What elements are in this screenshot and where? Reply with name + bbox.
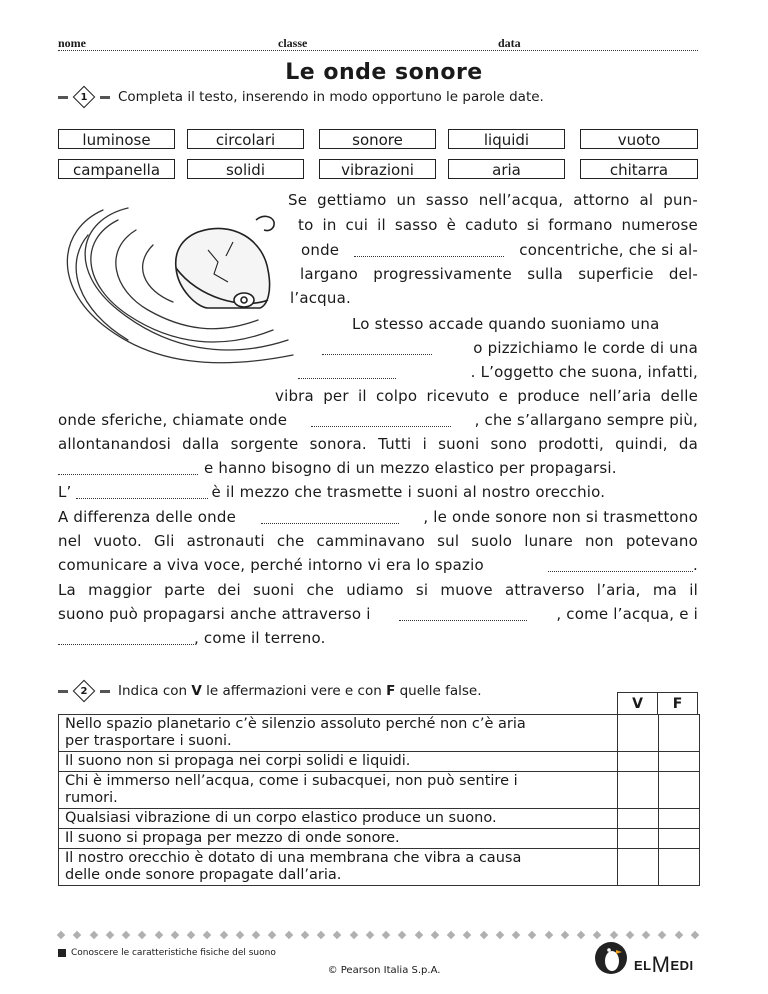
exercise-2-instruction: Indica con V le affermazioni vere e con F quelle false. bbox=[118, 683, 482, 699]
border-diamond-icon bbox=[463, 931, 471, 939]
text-line: Se gettiamo un sasso nell’acqua, attorno al pun- bbox=[288, 191, 698, 209]
word-chip: luminose bbox=[58, 129, 175, 149]
text-line bbox=[58, 507, 698, 527]
statement-cell: Il nostro orecchio è dotato di una membrana che vibra a causa delle onde sonore propagate dall’aria. bbox=[59, 849, 618, 886]
table-row bbox=[59, 715, 700, 752]
text-segment: . bbox=[693, 556, 698, 574]
text-line: to in cui il sasso è caduto si formano numerose bbox=[298, 216, 698, 234]
border-diamond-icon bbox=[496, 931, 504, 939]
text-segment: suono può propagarsi anche attraverso i bbox=[58, 605, 371, 623]
border-diamond-icon bbox=[626, 931, 634, 939]
border-diamond-icon bbox=[528, 931, 536, 939]
text-line bbox=[58, 482, 605, 502]
table-row bbox=[59, 752, 700, 772]
answer-blank[interactable] bbox=[76, 486, 208, 499]
page-title: Le onde sonore bbox=[285, 60, 483, 85]
border-diamond-icon bbox=[479, 931, 487, 939]
text-line: allontanandosi dalla sorgente sonora. Tutti i suoni sono prodotti, quindi, da bbox=[58, 435, 698, 453]
border-diamond-icon bbox=[219, 931, 227, 939]
text-line bbox=[58, 555, 698, 575]
text-line bbox=[322, 338, 698, 358]
border-diamond-icon bbox=[593, 931, 601, 939]
false-checkbox-cell[interactable] bbox=[659, 849, 700, 886]
copyright: © Pearson Italia S.p.A. bbox=[327, 965, 441, 976]
exercise-2-heading bbox=[58, 683, 482, 699]
word-chip: chitarra bbox=[580, 159, 698, 179]
statement-cell: Nello spazio planetario c’è silenzio assoluto perché non c’è aria per trasportare i suoni. bbox=[59, 715, 618, 752]
border-diamond-icon bbox=[252, 931, 260, 939]
text-segment: , che s’allargano sempre più, bbox=[474, 411, 698, 429]
border-diamond-icon bbox=[333, 931, 341, 939]
border-diamond-icon bbox=[561, 931, 569, 939]
word-chip: liquidi bbox=[448, 129, 565, 149]
border-diamond-icon bbox=[642, 931, 650, 939]
text-segment: è il mezzo che trasmette i suoni al nostro orecchio. bbox=[211, 483, 606, 501]
border-diamond-icon bbox=[203, 931, 211, 939]
border-diamond-icon bbox=[138, 931, 146, 939]
border-diamond-icon bbox=[382, 931, 390, 939]
statement-cell: Il suono non si propaga nei corpi solidi e liquidi. bbox=[59, 752, 618, 772]
text-line bbox=[301, 240, 698, 260]
border-diamond-icon bbox=[268, 931, 276, 939]
text-segment: concentriche, che si al- bbox=[519, 241, 698, 259]
border-diamond-icon bbox=[73, 931, 81, 939]
table-row bbox=[59, 809, 700, 829]
text-line: l’acqua. bbox=[290, 289, 351, 307]
answer-blank[interactable] bbox=[548, 559, 693, 572]
border-diamond-icon bbox=[57, 931, 65, 939]
text-segment: o pizzichiamo le corde di una bbox=[473, 339, 698, 357]
false-checkbox-cell[interactable] bbox=[659, 715, 700, 752]
word-chip: sonore bbox=[319, 129, 436, 149]
statement-cell: Qualsiasi vibrazione di un corpo elastico produce un suono. bbox=[59, 809, 618, 829]
border-diamond-icon bbox=[414, 931, 422, 939]
border-diamond-icon bbox=[577, 931, 585, 939]
answer-blank[interactable] bbox=[58, 632, 194, 645]
answer-blank[interactable] bbox=[322, 342, 432, 355]
word-bank bbox=[58, 129, 698, 181]
word-chip: solidi bbox=[187, 159, 304, 179]
border-diamond-icon bbox=[284, 931, 292, 939]
border-diamond-icon bbox=[447, 931, 455, 939]
statement-cell: Il suono si propaga per mezzo di onde sonore. bbox=[59, 829, 618, 849]
false-checkbox-cell[interactable] bbox=[659, 809, 700, 829]
decorative-diamond-border bbox=[58, 932, 698, 938]
true-checkbox-cell[interactable] bbox=[618, 715, 659, 752]
answer-blank[interactable] bbox=[298, 366, 396, 379]
border-diamond-icon bbox=[431, 931, 439, 939]
text-segment: comunicare a viva voce, perché intorno vi era lo spazio bbox=[58, 556, 484, 574]
exercise-1-heading bbox=[58, 89, 544, 105]
answer-blank[interactable] bbox=[261, 511, 399, 524]
false-column-header: F bbox=[657, 692, 698, 714]
border-diamond-icon bbox=[398, 931, 406, 939]
date-label: data bbox=[498, 36, 521, 50]
footer-topic: Conoscere le caratteristiche fisiche del suono bbox=[58, 948, 276, 958]
true-checkbox-cell[interactable] bbox=[618, 849, 659, 886]
penguin-logo-icon bbox=[592, 940, 630, 976]
word-chip: vuoto bbox=[580, 129, 698, 149]
square-bullet-icon bbox=[58, 949, 66, 957]
word-chip: campanella bbox=[58, 159, 175, 179]
word-chip: vibrazioni bbox=[319, 159, 436, 179]
word-chip: aria bbox=[448, 159, 565, 179]
text-line bbox=[58, 628, 326, 648]
text-segment: onde sferiche, chiamate onde bbox=[58, 411, 288, 429]
text-line bbox=[58, 604, 698, 624]
text-segment: A differenza delle onde bbox=[58, 508, 237, 526]
answer-blank[interactable] bbox=[58, 462, 198, 475]
class-label: classe bbox=[278, 36, 308, 50]
text-segment: , come l’acqua, e i bbox=[556, 605, 698, 623]
text-segment: L’ bbox=[58, 483, 72, 501]
border-diamond-icon bbox=[691, 931, 699, 939]
false-checkbox-cell[interactable] bbox=[659, 772, 700, 809]
border-diamond-icon bbox=[122, 931, 130, 939]
text-segment: , come il terreno. bbox=[194, 629, 326, 647]
name-label: nome bbox=[58, 36, 86, 50]
true-checkbox-cell[interactable] bbox=[618, 752, 659, 772]
border-diamond-icon bbox=[674, 931, 682, 939]
border-diamond-icon bbox=[349, 931, 357, 939]
border-diamond-icon bbox=[106, 931, 114, 939]
text-segment: , le onde sonore non si trasmettono bbox=[423, 508, 698, 526]
false-checkbox-cell[interactable] bbox=[659, 829, 700, 849]
border-diamond-icon bbox=[171, 931, 179, 939]
border-diamond-icon bbox=[609, 931, 617, 939]
border-diamond-icon bbox=[512, 931, 520, 939]
word-chip: circolari bbox=[187, 129, 304, 149]
text-line bbox=[58, 458, 617, 478]
bell-illustration bbox=[58, 190, 308, 370]
border-diamond-icon bbox=[317, 931, 325, 939]
text-line bbox=[298, 362, 698, 382]
border-diamond-icon bbox=[236, 931, 244, 939]
answer-blank[interactable] bbox=[311, 414, 451, 427]
true-false-table bbox=[58, 714, 700, 886]
text-segment: . L’oggetto che suona, infatti, bbox=[470, 363, 698, 381]
text-line: Lo stesso accade quando suoniamo una bbox=[352, 315, 660, 333]
text-segment: e hanno bisogno di un mezzo elastico per propagarsi. bbox=[204, 459, 617, 477]
border-diamond-icon bbox=[544, 931, 552, 939]
table-row bbox=[59, 829, 700, 849]
table-row bbox=[59, 772, 700, 809]
true-column-header: V bbox=[617, 692, 658, 714]
exercise-1-instruction: Completa il testo, inserendo in modo opportuno le parole date. bbox=[118, 89, 544, 105]
border-diamond-icon bbox=[366, 931, 374, 939]
text-line: nel vuoto. Gli astronauti che camminavano sul suolo lunare non potevano bbox=[58, 532, 698, 550]
header-rule bbox=[58, 50, 698, 51]
true-checkbox-cell[interactable] bbox=[618, 772, 659, 809]
table-row bbox=[59, 849, 700, 886]
false-checkbox-cell[interactable] bbox=[659, 752, 700, 772]
answer-blank[interactable] bbox=[399, 608, 527, 621]
text-line bbox=[58, 410, 698, 430]
border-diamond-icon bbox=[154, 931, 162, 939]
border-diamond-icon bbox=[658, 931, 666, 939]
border-diamond-icon bbox=[301, 931, 309, 939]
text-line: vibra per il colpo ricevuto e produce nell’aria delle bbox=[275, 387, 698, 405]
true-checkbox-cell[interactable] bbox=[618, 809, 659, 829]
border-diamond-icon bbox=[89, 931, 97, 939]
text-line: La maggior parte dei suoni che udiamo si muove attraverso l’aria, ma il bbox=[58, 581, 698, 599]
text-line: largano progressivamente sulla superficie del- bbox=[300, 265, 698, 283]
exercise-number-badge: 1 bbox=[73, 86, 96, 109]
exercise-number-badge: 2 bbox=[73, 680, 96, 703]
answer-blank[interactable] bbox=[354, 244, 504, 257]
border-diamond-icon bbox=[187, 931, 195, 939]
true-checkbox-cell[interactable] bbox=[618, 829, 659, 849]
text-segment: onde bbox=[301, 241, 340, 259]
statement-cell: Chi è immerso nell’acqua, come i subacquei, non può sentire i rumori. bbox=[59, 772, 618, 809]
brand-logo: ELMEDI bbox=[634, 952, 694, 977]
